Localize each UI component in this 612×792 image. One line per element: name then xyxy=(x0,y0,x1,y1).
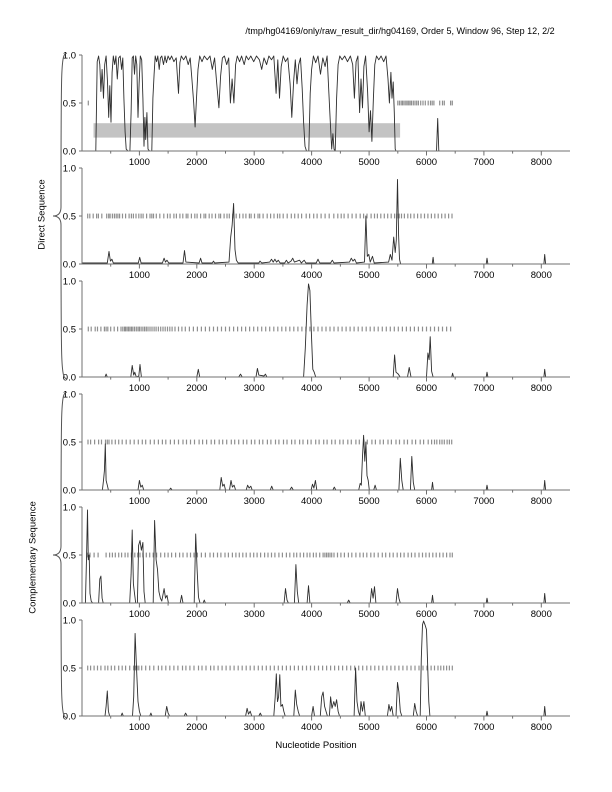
y-tick-label: 0.0 xyxy=(62,485,76,497)
x-tick-label: 8000 xyxy=(530,609,552,620)
x-tick-label: 4000 xyxy=(301,383,323,394)
y-tick-label: 0.5 xyxy=(62,550,76,562)
probability-curve xyxy=(82,180,570,265)
y-tick-label: 1.0 xyxy=(62,389,76,401)
y-tick-label: 1.0 xyxy=(62,163,76,175)
x-tick-label: 1000 xyxy=(128,722,150,733)
x-tick-label: 3000 xyxy=(243,609,265,620)
y-tick-label: 0.5 xyxy=(62,663,76,675)
x-tick-label: 7000 xyxy=(473,383,495,394)
x-tick-label: 3000 xyxy=(243,383,265,394)
panel-2 xyxy=(63,163,570,281)
x-tick-label: 5000 xyxy=(358,270,380,281)
probability-curve xyxy=(82,435,570,490)
x-tick-label: 5000 xyxy=(358,383,380,394)
panel-1 xyxy=(63,50,570,168)
panel-4 xyxy=(63,389,570,507)
x-tick-label: 8000 xyxy=(530,157,552,168)
x-tick-label: 6000 xyxy=(415,722,438,733)
x-tick-label: 6000 xyxy=(415,270,438,281)
x-tick-label: 1000 xyxy=(128,383,150,394)
y-tick-label: 0.5 xyxy=(62,437,76,449)
x-tick-label: 2000 xyxy=(186,157,208,168)
y-tick-label: 1.0 xyxy=(62,615,76,627)
complementary-sequence-label: Complementary Sequence xyxy=(27,501,39,614)
y-tick-label: 0.0 xyxy=(62,146,76,158)
x-tick-label: 8000 xyxy=(530,383,552,394)
x-tick-label: 1000 xyxy=(128,496,150,507)
x-axis-label: Nucleotide Position xyxy=(275,740,357,751)
y-tick-label: 1.0 xyxy=(62,276,76,288)
x-tick-label: 2000 xyxy=(186,383,208,394)
x-tick-label: 8000 xyxy=(530,270,552,281)
x-tick-label: 5000 xyxy=(358,722,380,733)
y-tick-label: 0.5 xyxy=(62,98,76,110)
x-tick-label: 7000 xyxy=(473,722,495,733)
x-tick-label: 6000 xyxy=(415,496,438,507)
x-tick-label: 2000 xyxy=(186,496,208,507)
x-tick-label: 8000 xyxy=(530,496,552,507)
plot-title: /tmp/hg04169/only/raw_result_dir/hg04169, Order 5, Window 96, Step 12, 2/2 xyxy=(245,26,555,36)
x-tick-label: 3000 xyxy=(243,722,265,733)
x-tick-label: 3000 xyxy=(243,157,265,168)
direct-sequence-label: Direct Sequence xyxy=(36,179,48,250)
x-tick-label: 7000 xyxy=(473,270,495,281)
panel-5 xyxy=(63,502,570,620)
x-tick-label: 4000 xyxy=(301,157,323,168)
x-tick-label: 6000 xyxy=(415,157,438,168)
x-tick-label: 4000 xyxy=(301,722,323,733)
x-tick-label: 5000 xyxy=(358,496,380,507)
x-tick-label: 1000 xyxy=(128,609,150,620)
panel-3 xyxy=(63,276,570,394)
x-tick-label: 1000 xyxy=(128,270,150,281)
panel-6 xyxy=(63,615,570,733)
x-tick-label: 5000 xyxy=(358,157,380,168)
y-tick-label: 0.0 xyxy=(62,372,76,384)
x-tick-label: 6000 xyxy=(415,383,438,394)
x-tick-label: 7000 xyxy=(473,496,495,507)
y-tick-label: 0.0 xyxy=(62,598,76,610)
y-tick-label: 0.0 xyxy=(62,259,76,271)
y-tick-label: 0.5 xyxy=(62,324,76,336)
x-tick-label: 4000 xyxy=(301,496,323,507)
x-tick-label: 4000 xyxy=(301,270,323,281)
x-tick-label: 7000 xyxy=(473,157,495,168)
y-tick-label: 0.0 xyxy=(62,711,76,723)
x-tick-label: 3000 xyxy=(243,270,265,281)
y-tick-label: 0.5 xyxy=(62,211,76,223)
x-tick-label: 2000 xyxy=(186,270,208,281)
x-tick-label: 3000 xyxy=(243,496,265,507)
y-tick-label: 1.0 xyxy=(62,502,76,514)
x-tick-label: 2000 xyxy=(186,722,208,733)
x-tick-label: 6000 xyxy=(415,609,438,620)
x-tick-label: 4000 xyxy=(301,609,323,620)
x-tick-label: 5000 xyxy=(358,609,380,620)
x-tick-label: 2000 xyxy=(186,609,208,620)
x-tick-label: 1000 xyxy=(128,157,150,168)
highlight-bar xyxy=(94,123,401,137)
x-tick-label: 8000 xyxy=(530,722,552,733)
y-tick-label: 1.0 xyxy=(62,50,76,62)
x-tick-label: 7000 xyxy=(473,609,495,620)
